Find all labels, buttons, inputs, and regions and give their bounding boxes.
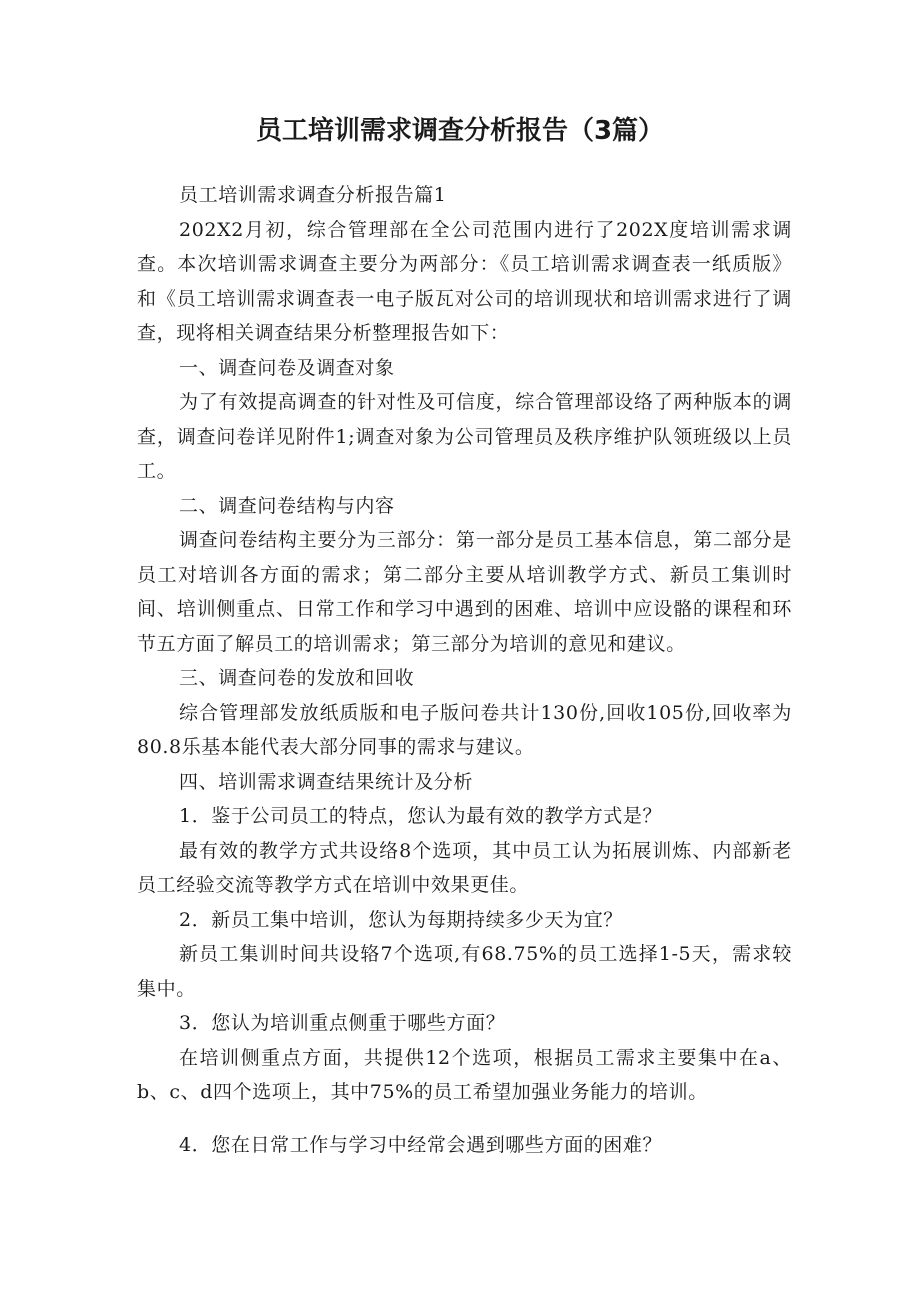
question-1: 1．鉴于公司员工的特点，您认为最有效的教学方式是？ xyxy=(179,805,663,827)
question-4: 4．您在日常工作与学习中经常会遇到哪些方面的困难？ xyxy=(179,1133,663,1156)
heading-survey-object: 一、调查问卷及调查对象 xyxy=(179,356,395,379)
heading-results: 四、培训需求调查结果统计及分析 xyxy=(179,770,474,793)
document-title: 员工培训需求调查分析报告（3篇） xyxy=(255,116,665,146)
answer-1: 最有效的教学方式共设络8个选项，其中员工认为拓展训炼、内部新老员工经验交流等教学方式在培训中效果更佳。 xyxy=(137,839,792,896)
heading-structure: 二、调查问卷结构与内容 xyxy=(179,494,395,517)
answer-2: 新员工集训时间共设辂7个选项,有68.75%的员工选择1-5天，需求较集中。 xyxy=(137,943,792,1000)
document-body xyxy=(137,178,792,1162)
paragraph-structure: 调查问卷结构主要分为三部分：第一部分是员工基本信息，第二部分是员工对培训各方面的需求；第二部分主要从培训教学方式、新员工集训时间、培训侧重点、日常工作和学习中遇到的困难、培训中应设骼的课程和环节五方面了解员工的培训需求；第三部分为培训的意见和建议。 xyxy=(137,529,792,655)
heading-distribution: 三、调查问卷的发放和回收 xyxy=(179,667,415,689)
answer-3: 在培训侧重点方面，共提供12个选项，根据员工需求主要集中在a、b、c、d四个选项上，其中75%的员工希望加强业务能力的培训。 xyxy=(137,1046,792,1103)
question-3: 3．您认为培训重点侧重于哪些方面？ xyxy=(179,1012,506,1034)
question-2: 2．新员工集中培训，您认为每期持续多少天为宜？ xyxy=(179,908,623,931)
section-heading-part1: 员工培训需求调查分析报告篇1 xyxy=(179,184,447,206)
paragraph-distribution: 综合管理部发放纸质版和电子版问卷共计130份,回收105份,回收率为80.8乐基本能代表大部分同事的需求与建议。 xyxy=(137,701,792,758)
paragraph-survey-object: 为了有效提高调查的针对性及可信度，综合管理部设络了两种版本的调查，调查问卷详见附件1;调查对象为公司管理员及秩序维护队领班级以上员工。 xyxy=(137,391,792,482)
intro-paragraph: 202X2月初，综合管理部在全公司范围内进行了202X度培训需求调查。本次培训需求调查主要分为两部分：《员工培训需求调查表一纸质版》和《员工培训需求调查表一电子版瓦对公司的培训现状和培训需求进行了调查，现将相关调查结果分析整理报告如下： xyxy=(137,218,792,344)
